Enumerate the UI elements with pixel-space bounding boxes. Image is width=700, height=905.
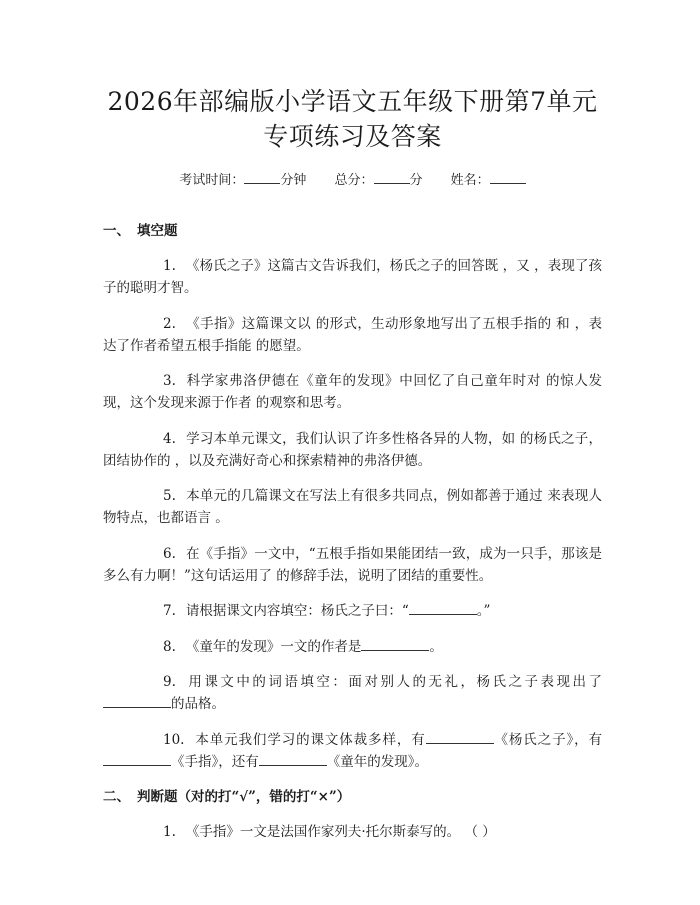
question-text: 《手指》一文是法国作家列夫·托尔斯泰写的。 （ ） xyxy=(185,823,496,840)
section-number: 一、 xyxy=(103,223,130,239)
question-2 xyxy=(103,313,602,357)
section-title: 填空题 xyxy=(137,223,178,239)
question-text: 《手指》这篇课文以 的形式，生动形象地写出了五根手指的 和 ，表达了作者希望五根手指能 的愿望。 xyxy=(103,315,602,354)
question-4 xyxy=(103,428,602,472)
question-text: 《杨氏之子》这篇古文告诉我们，杨氏之子的回答既 ，又 ，表现了孩子的聪明才智。 xyxy=(103,258,602,296)
question-number: 7. xyxy=(163,603,176,619)
question-number: 1. xyxy=(163,823,176,840)
question-10 xyxy=(103,729,602,773)
question-text-end: 《童年的发现》。 xyxy=(326,753,428,770)
total-score-blank xyxy=(374,171,410,184)
exam-time xyxy=(179,171,306,191)
question-text: 请根据课文内容填空：杨氏之子曰：“ xyxy=(185,603,409,619)
question-text: 《杨氏之子》，有 xyxy=(493,731,602,748)
question-3 xyxy=(103,370,602,414)
question-text: 在《手指》一文中，“五根手指如果能团结一致，成为一只手，那该是多么有力啊！”这句话运用了 的修辞手法，说明了团结的重要性。 xyxy=(103,545,602,584)
question-text-end: 的品格。 xyxy=(171,696,225,712)
question-number: 4. xyxy=(163,430,176,447)
question-number: 5. xyxy=(163,488,176,504)
answer-blank[interactable] xyxy=(409,600,477,615)
question-text: 《手指》，还有 xyxy=(171,753,259,770)
question-text: 本单元的几篇课文在写法上有很多共同点，例如都善于通过 来表现人物特点，也都语言 。 xyxy=(103,488,602,526)
question-text-end: 。 xyxy=(429,638,443,655)
student-name-blank xyxy=(490,171,526,184)
answer-blank[interactable] xyxy=(103,751,171,766)
answer-blank[interactable] xyxy=(259,751,327,766)
title-line-1: 2026年部编版小学语文五年级下册第7单元 xyxy=(107,87,598,116)
question-text: 用课文中的词语填空：面对别人的无礼，杨氏之子表现出了 xyxy=(185,674,602,690)
question-number: 3. xyxy=(163,373,176,389)
student-name xyxy=(451,171,526,191)
exam-time-unit: 分钟 xyxy=(280,173,307,188)
question-text-end: 。” xyxy=(476,603,491,619)
fill-blank-questions xyxy=(103,255,602,773)
question-number: 10. xyxy=(163,731,185,748)
question-6 xyxy=(103,543,602,587)
question-number: 6. xyxy=(163,545,176,562)
title-line-2: 专项练习及答案 xyxy=(263,122,442,151)
question-number: 8. xyxy=(163,638,176,655)
question-text: 科学家弗洛伊德在《童年的发现》中回忆了自己童年时对 的惊人发现，这个发现来源于作者 的观察和思考。 xyxy=(103,373,602,411)
question-text: 学习本单元课文，我们认识了许多性格各异的人物，如 的杨氏之子，团结协作的 ，以及充满好奇心和探索精神的弗洛伊德。 xyxy=(103,430,602,469)
section-heading-fill-blank xyxy=(103,221,602,241)
question-number: 2. xyxy=(163,315,176,332)
true-false-questions xyxy=(103,821,602,843)
judge-question-1 xyxy=(103,821,602,843)
total-score-label: 总分： xyxy=(334,173,374,188)
question-number: 9. xyxy=(163,674,176,690)
total-score xyxy=(334,171,422,191)
page-title xyxy=(103,84,602,154)
section-number: 二、 xyxy=(103,788,130,805)
total-score-unit: 分 xyxy=(409,173,423,188)
question-text: 《童年的发现》一文的作者是 xyxy=(185,638,362,655)
section-heading-true-false xyxy=(103,787,602,807)
exam-time-blank xyxy=(244,171,280,184)
answer-blank[interactable] xyxy=(361,636,429,651)
question-8 xyxy=(103,636,602,658)
question-7 xyxy=(103,600,602,622)
answer-blank[interactable] xyxy=(426,729,494,744)
section-title: 判断题（对的打“√”，错的打“×”） xyxy=(137,788,351,805)
student-name-label: 姓名： xyxy=(450,173,490,188)
answer-blank[interactable] xyxy=(103,693,171,708)
exam-time-label: 考试时间： xyxy=(179,173,245,188)
question-9 xyxy=(103,671,602,715)
question-number: 1. xyxy=(163,258,176,274)
exam-info-line xyxy=(103,171,602,191)
question-5 xyxy=(103,485,602,529)
question-1 xyxy=(103,255,602,299)
question-text: 本单元我们学习的课文体裁多样，有 xyxy=(194,731,426,748)
